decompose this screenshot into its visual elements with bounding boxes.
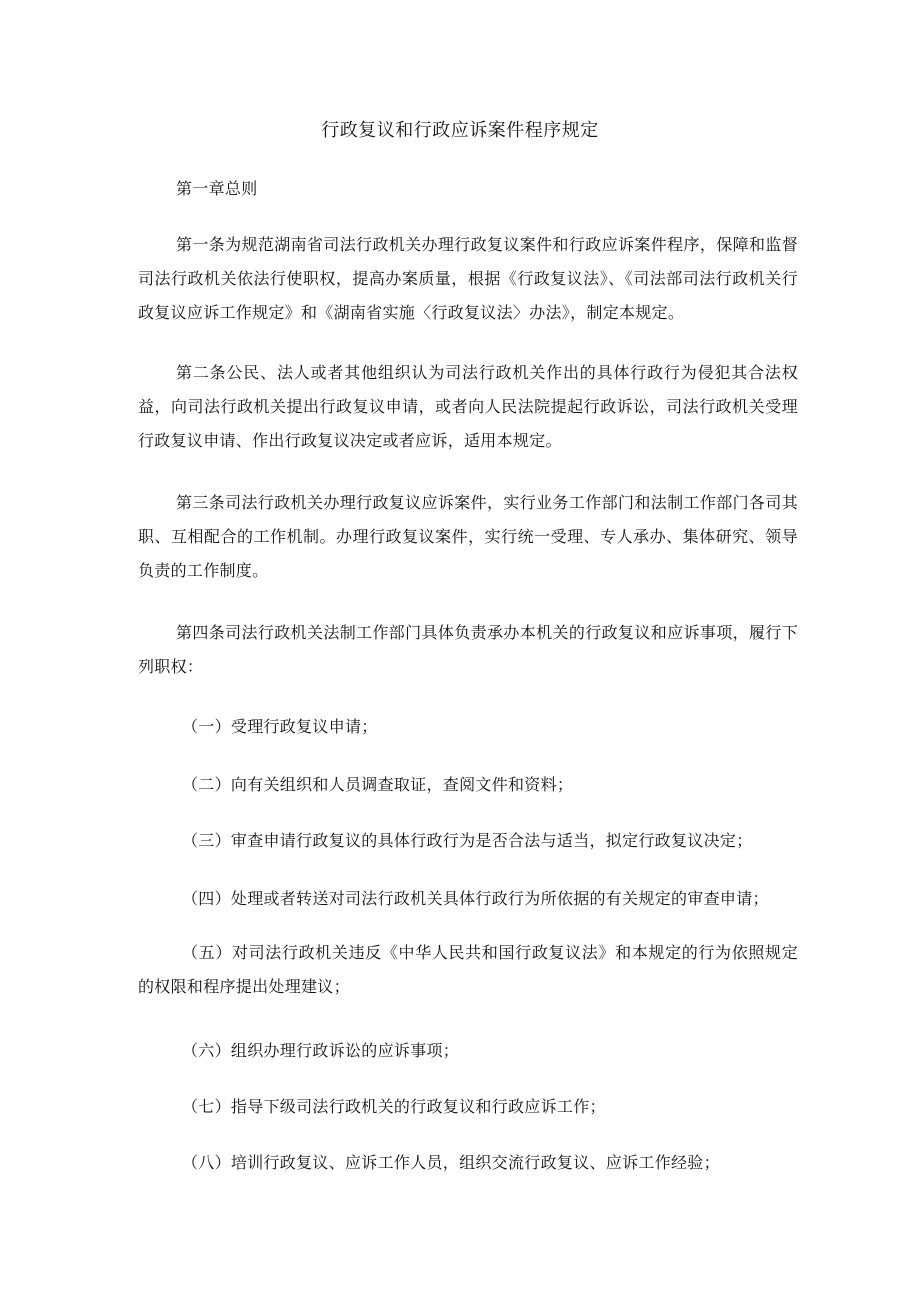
- document-title: 行政复议和行政应诉案件程序规定: [321, 120, 599, 141]
- list-item: （三）审查申请行政复议的具体行政行为是否合法与适当，拟定行政复议决定；: [182, 831, 753, 850]
- article-3: 第三条司法行政机关办理行政复议应诉案件，实行业务工作部门和法制工作部门各司其职、互相配合的工作机制。办理行政复议案件，实行统一受理、专人承办、集体研究、领导负责的工作制度。: [138, 493, 798, 580]
- list-item: （七）指导下级司法行政机关的行政复议和行政应诉工作；: [182, 1097, 606, 1116]
- list-item: （二）向有关组织和人员调查取证，查阅文件和资料；: [182, 775, 574, 794]
- list-item: （八）培训行政复议、应诉工作人员，组织交流行政复议、应诉工作经验；: [182, 1153, 720, 1172]
- list-item: （五）对司法行政机关违反《中华人民共和国行政复议法》和本规定的行为依照规定的权限和程序提出处理建议；: [138, 943, 798, 996]
- article-2: 第二条公民、法人或者其他组织认为司法行政机关作出的具体行政行为侵犯其合法权益，向司法行政机关提出行政复议申请，或者向人民法院提起行政诉讼，司法行政机关受理行政复议申请、作出行政复议决定或者应诉，适用本规定。: [138, 363, 798, 450]
- chapter-heading: 第一章总则: [176, 179, 258, 198]
- list-item: （四）处理或者转送对司法行政机关具体行政行为所依据的有关规定的审查申请；: [182, 889, 769, 908]
- list-item: （一）受理行政复议申请；: [182, 717, 378, 736]
- article-1: 第一条为规范湖南省司法行政机关办理行政复议案件和行政应诉案件程序，保障和监督司法行政机关依法行使职权，提高办案质量，根据《行政复议法》、《司法部司法行政机关行政复议应诉工作规定》和《湖南省实施〈行政复议法〉办法》，制定本规定。: [138, 235, 798, 322]
- list-item: （六）组织办理行政诉讼的应诉事项；: [182, 1041, 460, 1060]
- article-4: 第四条司法行政机关法制工作部门具体负责承办本机关的行政复议和应诉事项，履行下列职权：: [138, 623, 798, 676]
